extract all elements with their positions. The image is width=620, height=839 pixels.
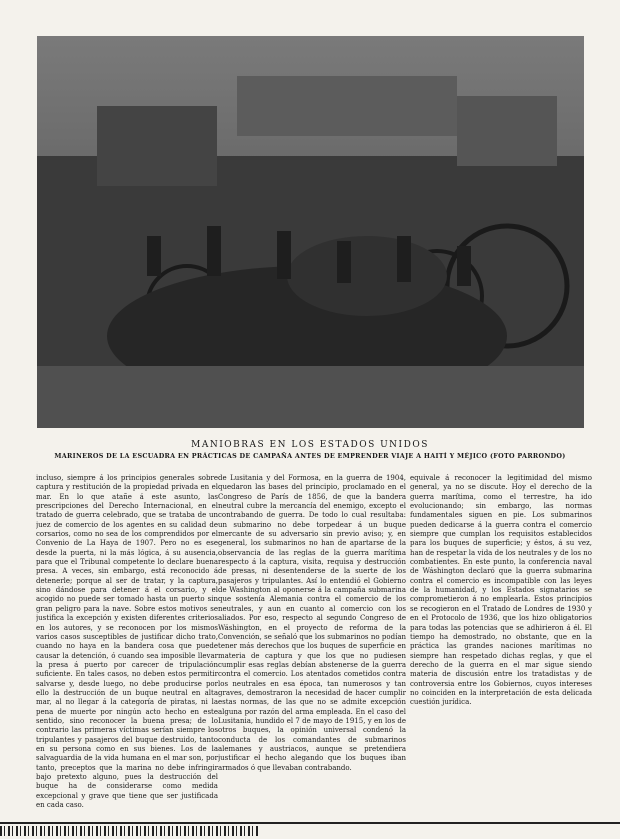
page-footer-strip <box>0 822 620 839</box>
article-column-1: incluso, siempre á los principios generales sobre captura y restitución de la propiedad privada en el mar. En lo que atañe á este asunto, las prescripciones del Derecho Internacional, en el tratado de guerra celebrado, que se trataba de un juez de comercio de los agentes en su calidad de corsarios, como no sea de los comprendidos por el Convenio de La Haya de 1907. Pero no es ese desde la puerta, ni la más lógica, á su ausencia, para que el Tribunal competente lo declare buena presa. A veces, sin embargo, está reconocido á detenerle; porque al ser de tratar, y la captura, sino dándose para detener á el corsario, y el acogido no puede ser tomado hasta un puerto sin gran peligro para la nave. Sobre estos motivos se justifica la excepción y existen diferentes criterios en los autores, y se reconocen por los mismos varios casos susceptibles de justificar dicho trato, cuando no haya en la bandera cosa que puede causar la detención, ó cuando sea imposible llevar la presa á puerto por carecer de tripulación suficiente. En tales casos, no deben estos permitir salvarse y, desde luego, no debe producirse por ello la destrucción de un buque neutral en alta mar, al no llegar á la categoría de piratas, ni la pena de muerte por ningún acto hecho en este sentido, sino reconocer la buena presa; de lo contrario las primeras víctimas serían siempre los tripulantes y pasajeros del buque destruido, tanto en su persona como en sus bienes. Los de la salvaguardia de la vida humana en el mar son, por tanto, preceptos que la marina no debe infringir bajo pretexto alguno, pues la destrucción del buque ha de considerarse como medida excepcional y grave que tiene que ser justificada en cada caso. <box>36 474 218 810</box>
article-column-2: de Lusitania y del Formosa, en la guerra de 1904, quedaron las bases del principio, proclamado en el Congreso de París de 1856, de que la bandera neutral cubre la mercancía del enemigo, excepto el contrabando de guerra. De todo lo cual resultaba: un submarino no debe torpedear á un buque mercante de su adversario sin previo aviso; y, en general, los submarinos no han de apartarse de la observancia de las reglas de la guerra marítima respecto á la captura, visita, requisa y destrucción de presas, ni desentenderse de la suerte de los pasajeros y tripulantes. Así lo entendió el Gobierno de Washington al oponerse á la campaña submarina que sostenía Alemania contra el comercio de los neutrales, y aun en cuanto al comercio con los aliados. Por eso, respecto al segundo Congreso de Wáshington, en el proyecto de reforma de la Convención, se señaló que los submarinos no podían tener más derechos que los buques de superficie en materia de captura y que los que no pudiesen cumplir esas reglas debían abstenerse de la guerra contra el comercio. Los atentados cometidos contra los neutrales en esa época, tan numerosos y tan graves, demostraron la necesidad de hacer cumplir estas normas, de las que no se admite excepción alguna por razón del arma empleada. En el caso del Lusitania, hundido el 7 de mayo de 1915, y en los de otros buques, la opinión universal condenó la conducta de los comandantes de submarinos alemanes y austriacos, aunque se pretendiera justificar el hecho alegando que los buques iban armados ó que llevaban contrabando. <box>218 474 406 772</box>
article-column-3: equivale á reconocer la legitimidad del mismo general, ya no se discute. Hoy el derecho de la guerra marítima, como el terrestre, ha ido evolucionando; sin embargo, las normas fundamentales siguen en pie. Los submarinos pueden dedicarse á la guerra contra el comercio siempre que cumplan los requisitos establecidos para los buques de superficie; y éstos, á su vez, han de respetar la vida de los neutrales y de los no combatientes. En este punto, la conferencia naval de Wáshington declaró que la guerra submarina contra el comercio es incompatible con las leyes de la humanidad, y los Estados signatarios se comprometieron á no emplearla. Estos principios se recogieron en el Tratado de Londres de 1930 y en el Protocolo de 1936, que los hizo obligatorios para todas las potencias que se adhirieron á él. El tiempo ha demostrado, no obstante, que en la práctica las grandes naciones marítimas no siempre han respetado dichas reglas, y que el derecho de la guerra en el mar sigue siendo materia de discusión entre los tratadistas y de controversia entre los Gobiernos, cuyos intereses no coinciden en la interpretación de esta delicada cuestión jurídica. <box>410 474 592 707</box>
footer-barcode <box>0 826 260 836</box>
sailors-field-practice-photo <box>37 36 584 428</box>
photo-caption-subtitle: MARINEROS DE LA ESCUADRA EN PRÁCTICAS DE CAMPAÑA ANTES DE EMPRENDER VIAJE A HAITÍ Y MÉJICO (FOTO PARRONDO) <box>54 452 566 460</box>
photo-caption-title: MANIOBRAS EN LOS ESTADOS UNIDOS <box>191 440 429 450</box>
photo-image <box>37 36 584 428</box>
